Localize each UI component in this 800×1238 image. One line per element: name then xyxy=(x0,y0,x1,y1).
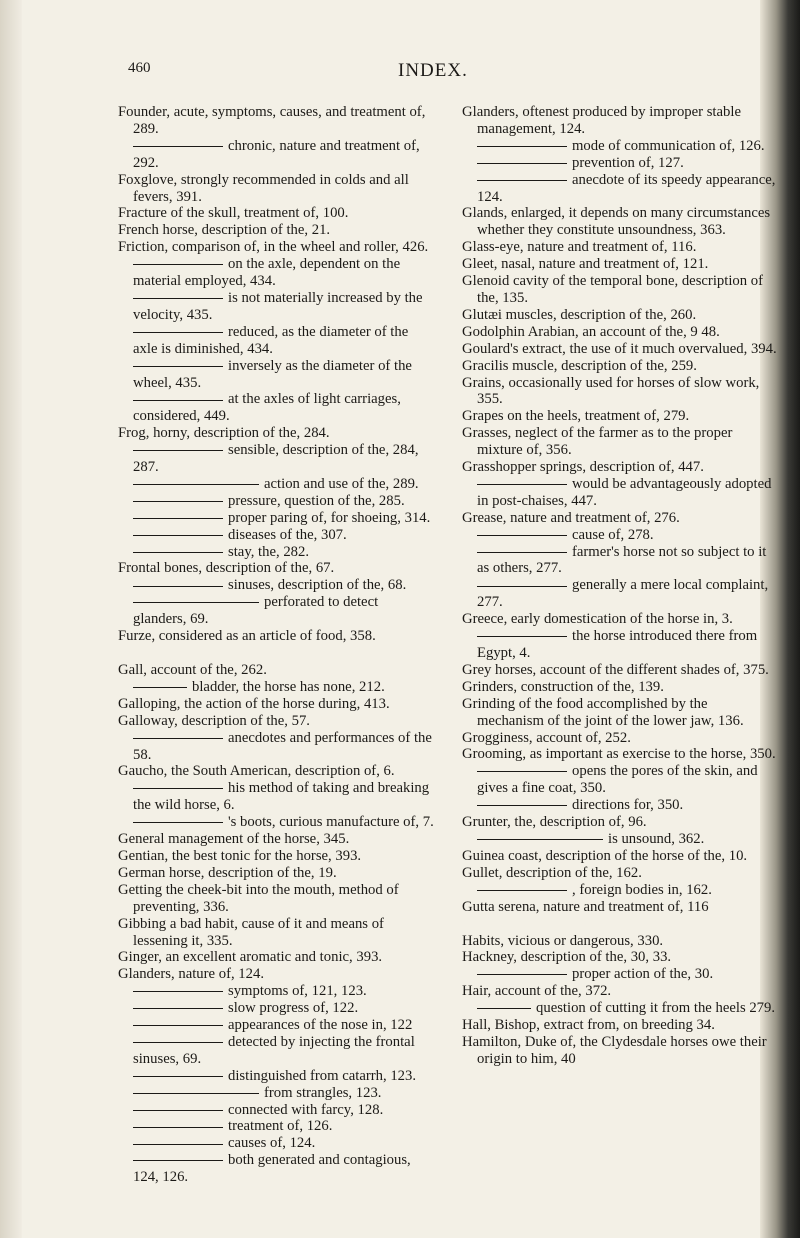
index-entry xyxy=(462,746,778,763)
index-entry xyxy=(118,916,434,950)
index-entry xyxy=(462,358,778,375)
ditto-rule xyxy=(133,298,223,299)
index-entry xyxy=(462,459,778,476)
index-entry xyxy=(118,425,434,442)
index-entry-text: Hair, account of the, 372. xyxy=(462,983,612,1000)
index-entry xyxy=(462,341,778,358)
index-entry xyxy=(462,256,778,273)
index-entry xyxy=(118,1085,434,1102)
index-entry-text: causes of, 124. xyxy=(228,1135,316,1152)
index-entry-text: Habits, vicious or dangerous, 330. xyxy=(462,932,664,949)
index-entry-text: Glanders, oftenest produced by improper stable management, 124. xyxy=(462,104,741,137)
index-entry-text: perforated to detect glanders, 69. xyxy=(133,594,379,628)
index-entry xyxy=(118,1034,434,1068)
index-entry xyxy=(118,1000,434,1017)
index-entry xyxy=(462,425,778,459)
index-entry-text: Hackney, description of the, 30, 33. xyxy=(462,949,672,966)
index-entry-text: , foreign bodies in, 162. xyxy=(572,881,712,898)
index-entry-text: slow progress of, 122. xyxy=(228,1000,359,1017)
index-entry-text: at the axles of light carriages, considered, 449. xyxy=(133,391,401,425)
index-entry-text: Grapes on the heels, treatment of, 279. xyxy=(462,408,690,425)
index-entry-text: proper paring of, for shoeing, 314. xyxy=(228,509,431,526)
index-entry xyxy=(118,222,434,239)
index-entry xyxy=(118,983,434,1000)
ditto-rule xyxy=(133,991,223,992)
index-entry xyxy=(118,1118,434,1135)
index-entry xyxy=(118,966,434,983)
index-entry xyxy=(118,104,434,138)
index-entry-text: Founder, acute, symptoms, causes, and treatment of, 289. xyxy=(118,104,426,137)
index-entry-text: Friction, comparison of, in the wheel and roller, 426. xyxy=(118,239,429,256)
ditto-rule xyxy=(133,738,223,739)
index-entry xyxy=(118,1017,434,1034)
index-entry-text: question of cutting it from the heels 279. xyxy=(536,1000,776,1017)
index-entry-text: Godolphin Arabian, an account of the, 9 48. xyxy=(462,323,720,340)
index-entry xyxy=(118,780,434,814)
index-entry-text: Grasses, neglect of the farmer as to the proper mixture of, 356. xyxy=(462,425,733,459)
index-entry xyxy=(462,848,778,865)
index-column-left xyxy=(118,104,434,1186)
index-entry-text: Getting the cheek-bit into the mouth, method of preventing, 336. xyxy=(118,881,399,915)
index-entry-text: Grains, occasionally used for horses of slow work, 355. xyxy=(462,374,760,408)
index-entry xyxy=(462,730,778,747)
index-entry xyxy=(462,273,778,307)
ditto-rule xyxy=(133,332,223,333)
index-entry xyxy=(462,476,778,510)
ditto-rule xyxy=(133,450,223,451)
ditto-rule xyxy=(477,484,567,485)
index-entry-text: Grogginess, account of, 252. xyxy=(462,729,631,746)
ditto-rule xyxy=(133,400,223,401)
index-entry xyxy=(118,138,434,172)
ditto-rule xyxy=(133,687,187,688)
ditto-rule xyxy=(477,974,567,975)
ditto-rule xyxy=(477,890,567,891)
index-entry xyxy=(462,831,778,848)
index-entry xyxy=(462,933,778,950)
index-entry xyxy=(118,544,434,561)
ditto-rule xyxy=(133,602,259,603)
index-entry xyxy=(462,104,778,138)
index-entry-text: Gracilis muscle, description of the, 259. xyxy=(462,357,697,374)
index-entry-text: detected by injecting the frontal sinuses, 69. xyxy=(133,1033,415,1067)
index-entry xyxy=(118,679,434,696)
index-entry xyxy=(462,324,778,341)
index-entry-text: Frog, horny, description of the, 284. xyxy=(118,425,330,442)
index-entry-text: connected with farcy, 128. xyxy=(228,1101,384,1118)
index-entry-text: Galloping, the action of the horse during, 413. xyxy=(118,695,390,712)
index-entry xyxy=(462,662,778,679)
ditto-rule xyxy=(477,180,567,181)
index-entry-text: General management of the horse, 345. xyxy=(118,831,350,848)
index-entry-text: sensible, description of the, 284, 287. xyxy=(133,442,419,476)
index-entry-text: Hall, Bishop, extract from, on breeding 34. xyxy=(462,1017,715,1034)
index-entry-text: Gullet, description of the, 162. xyxy=(462,864,642,881)
index-entry xyxy=(462,966,778,983)
index-entry xyxy=(118,662,434,679)
index-entry xyxy=(462,205,778,239)
ditto-rule xyxy=(133,1160,223,1161)
index-entry-text: inversely as the diameter of the wheel, 435. xyxy=(133,357,412,391)
index-entry xyxy=(118,239,434,256)
ditto-rule xyxy=(477,535,567,536)
index-entry xyxy=(118,205,434,222)
index-entry xyxy=(118,730,434,764)
index-entry xyxy=(118,510,434,527)
index-entry-text: the horse introduced there from Egypt, 4. xyxy=(477,628,758,661)
index-entry xyxy=(118,172,434,206)
index-column-right xyxy=(462,104,778,1068)
index-entry-text: on the axle, dependent on the material employed, 434. xyxy=(133,256,401,290)
index-entry-text: from strangles, 123. xyxy=(264,1084,382,1101)
index-entry xyxy=(118,256,434,290)
ditto-rule xyxy=(477,586,567,587)
index-entry-text: Grunter, the, description of, 96. xyxy=(462,814,647,831)
index-entry xyxy=(118,1152,434,1186)
index-entry xyxy=(462,865,778,882)
index-entry xyxy=(462,577,778,611)
index-entry xyxy=(462,172,778,206)
index-entry-text: Hamilton, Duke of, the Clydesdale horses owe their origin to him, 40 xyxy=(462,1033,767,1067)
ditto-rule xyxy=(133,535,223,536)
index-entry xyxy=(118,358,434,392)
index-entry-text: Glenoid cavity of the temporal bone, description of the, 135. xyxy=(462,273,764,306)
index-entry-text: Furze, considered as an article of food, 358. xyxy=(118,628,376,645)
index-entry-text: 's boots, curious manufacture of, 7. xyxy=(228,814,434,831)
ditto-rule xyxy=(133,822,223,823)
index-entry xyxy=(118,814,434,831)
index-entry-text: Grey horses, account of the different shades of, 375. xyxy=(462,661,769,678)
index-entry-text: Foxglove, strongly recommended in colds and all fevers, 391. xyxy=(118,171,409,205)
index-entry-text: Grease, nature and treatment of, 276. xyxy=(462,509,680,526)
index-entry-text: Glass-eye, nature and treatment of, 116. xyxy=(462,239,697,256)
index-entry-text: treatment of, 126. xyxy=(228,1118,333,1135)
index-entry xyxy=(462,882,778,899)
index-entry-text: Glanders, nature of, 124. xyxy=(118,966,265,983)
index-entry xyxy=(462,983,778,1000)
index-entry-text: Gall, account of the, 262. xyxy=(118,662,267,678)
index-entry-text: reduced, as the diameter of the axle is diminished, 434. xyxy=(133,323,409,357)
page-left-edge xyxy=(0,0,22,1238)
index-entry-text: Glutæi muscles, description of the, 260. xyxy=(462,306,697,323)
index-entry xyxy=(462,527,778,544)
ditto-rule xyxy=(133,366,223,367)
ditto-rule xyxy=(133,264,223,265)
index-entry xyxy=(118,1068,434,1085)
index-entry xyxy=(118,865,434,882)
index-entry-text: both generated and contagious, 124, 126. xyxy=(133,1152,411,1186)
index-entry xyxy=(118,577,434,594)
index-entry-text: Grooming, as important as exercise to the horse, 350. xyxy=(462,746,776,763)
index-entry xyxy=(118,324,434,358)
index-entry-text: appearances of the nose in, 122 xyxy=(228,1017,413,1034)
index-entry-text: Gaucho, the South American, description of, 6. xyxy=(118,763,395,780)
index-entry xyxy=(118,527,434,544)
index-entry xyxy=(118,290,434,324)
index-entry xyxy=(118,560,434,577)
ditto-rule xyxy=(133,788,223,789)
index-entry-text: diseases of the, 307. xyxy=(228,526,347,543)
index-entry xyxy=(462,611,778,628)
index-entry-text: bladder, the horse has none, 212. xyxy=(192,678,385,695)
index-entry-text: Greece, early domestication of the horse in, 3. xyxy=(462,611,733,628)
index-entry xyxy=(118,391,434,425)
ditto-rule xyxy=(133,1008,223,1009)
ditto-rule xyxy=(477,1008,531,1009)
ditto-rule xyxy=(133,146,223,147)
index-entry xyxy=(118,763,434,780)
index-entry xyxy=(462,510,778,527)
index-entry xyxy=(118,628,434,645)
index-entry-text: German horse, description of the, 19. xyxy=(118,864,337,881)
index-entry-text: sinuses, description of the, 68. xyxy=(228,577,407,594)
index-entry xyxy=(118,493,434,510)
ditto-rule xyxy=(133,501,223,502)
index-entry xyxy=(118,442,434,476)
index-entry-text: action and use of the, 289. xyxy=(264,475,419,492)
index-entry xyxy=(118,949,434,966)
index-entry xyxy=(462,138,778,155)
index-entry xyxy=(462,679,778,696)
ditto-rule xyxy=(133,1127,223,1128)
index-entry-text: pressure, question of the, 285. xyxy=(228,492,405,509)
ditto-rule xyxy=(477,771,567,772)
index-entry-text: proper action of the, 30. xyxy=(572,966,714,983)
ditto-rule xyxy=(477,146,567,147)
index-entry xyxy=(462,899,778,916)
index-entry-text: Gibbing a bad habit, cause of it and means of lessening it, 335. xyxy=(118,915,384,949)
index-entry-text: Fracture of the skull, treatment of, 100. xyxy=(118,205,349,222)
ditto-rule xyxy=(133,552,223,553)
index-entry-text: distinguished from catarrh, 123. xyxy=(228,1067,417,1084)
index-entry xyxy=(118,882,434,916)
index-entry-text: French horse, description of the, 21. xyxy=(118,222,331,239)
index-entry xyxy=(118,713,434,730)
index-entry-text: Frontal bones, description of the, 67. xyxy=(118,560,335,577)
index-entry-text: Galloway, description of the, 57. xyxy=(118,712,310,729)
index-entry-text: is unsound, 362. xyxy=(608,830,705,847)
index-entry xyxy=(462,544,778,578)
ditto-rule xyxy=(133,586,223,587)
index-entry-text: anecdote of its speedy appearance, 124. xyxy=(477,171,776,205)
index-entry-text: opens the pores of the skin, and gives a fine coat, 350. xyxy=(477,763,758,797)
page-number: 460 xyxy=(128,60,151,76)
ditto-rule xyxy=(133,1025,223,1026)
index-entry-text: generally a mere local complaint, 277. xyxy=(477,577,769,611)
index-entry xyxy=(118,594,434,628)
index-entry-text: cause of, 278. xyxy=(572,526,654,543)
index-entry-text: chronic, nature and treatment of, 292. xyxy=(133,137,420,171)
index-entry-text: Glands, enlarged, it depends on many circumstances whether they constitute unsoundness, 363. xyxy=(462,205,771,239)
index-entry-text: directions for, 350. xyxy=(572,797,684,814)
ditto-rule xyxy=(133,1042,223,1043)
index-entry-text: Grinders, construction of the, 139. xyxy=(462,678,664,695)
index-entry-text: Gutta serena, nature and treatment of, 116 xyxy=(462,898,709,915)
index-entry-text: Ginger, an excellent aromatic and tonic, 393. xyxy=(118,949,383,966)
index-entry-text: stay, the, 282. xyxy=(228,543,310,560)
index-entry xyxy=(462,408,778,425)
index-entry-text: symptoms of, 121, 123. xyxy=(228,983,367,1000)
index-entry-text: Gleet, nasal, nature and treatment of, 121. xyxy=(462,256,709,273)
index-entry xyxy=(462,763,778,797)
index-entry xyxy=(118,1102,434,1119)
ditto-rule xyxy=(133,484,259,485)
index-entry xyxy=(462,375,778,409)
index-entry-text: Guinea coast, description of the horse of the, 10. xyxy=(462,847,748,864)
index-entry-text: farmer's horse not so subject to it as others, 277. xyxy=(477,543,767,577)
index-entry-text: Gentian, the best tonic for the horse, 393. xyxy=(118,847,362,864)
index-entry xyxy=(462,239,778,256)
index-entry xyxy=(462,628,778,662)
index-entry-text: Grinding of the food accomplished by the mechanism of the joint of the lower jaw, 136. xyxy=(462,695,744,729)
index-entry-text: his method of taking and breaking the wild horse, 6. xyxy=(133,780,430,814)
index-entry xyxy=(462,307,778,324)
index-entry-text: is not materially increased by the velocity, 435. xyxy=(133,289,423,323)
ditto-rule xyxy=(133,1110,223,1111)
index-entry xyxy=(462,1034,778,1068)
index-entry xyxy=(118,696,434,713)
ditto-rule xyxy=(133,1144,223,1145)
ditto-rule xyxy=(133,1076,223,1077)
ditto-rule xyxy=(477,839,603,840)
ditto-rule xyxy=(477,552,567,553)
index-entry-text: anecdotes and performances of the 58. xyxy=(133,729,432,763)
index-entry-text: prevention of, 127. xyxy=(572,154,684,171)
ditto-rule xyxy=(477,805,567,806)
ditto-rule xyxy=(477,163,567,164)
index-entry xyxy=(462,1000,778,1017)
index-entry xyxy=(118,848,434,865)
index-entry xyxy=(118,831,434,848)
index-entry xyxy=(462,1017,778,1034)
index-entry xyxy=(462,797,778,814)
index-entry-text: mode of communication of, 126. xyxy=(572,137,765,154)
index-entry xyxy=(462,949,778,966)
index-entry-text: Goulard's extract, the use of it much overvalued, 394. xyxy=(462,340,777,357)
index-entry xyxy=(118,476,434,493)
page-header xyxy=(128,60,728,90)
index-entry xyxy=(462,814,778,831)
ditto-rule xyxy=(477,636,567,637)
index-entry-text: would be advantageously adopted in post-chaises, 447. xyxy=(477,475,772,509)
index-entry xyxy=(118,1135,434,1152)
ditto-rule xyxy=(133,1093,259,1094)
page-title: INDEX. xyxy=(398,60,468,81)
index-entry-text: Grasshopper springs, description of, 447. xyxy=(462,459,704,476)
ditto-rule xyxy=(133,518,223,519)
index-entry xyxy=(462,155,778,172)
index-entry xyxy=(462,696,778,730)
